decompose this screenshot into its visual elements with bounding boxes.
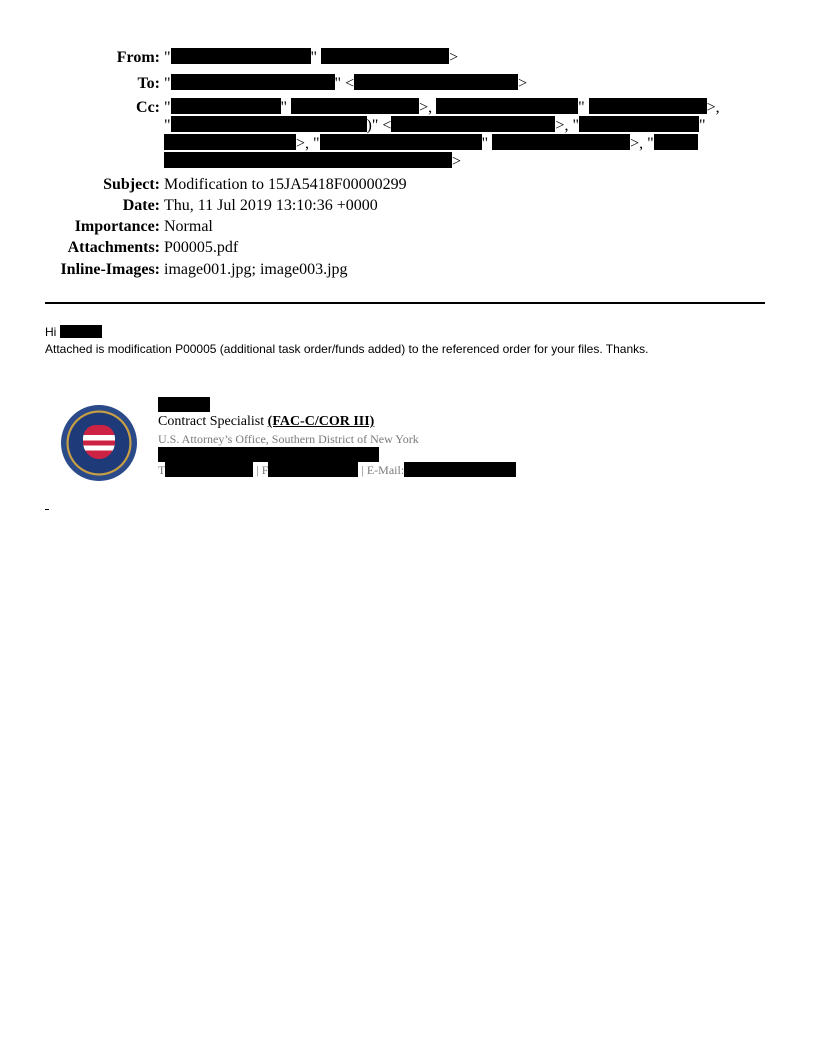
- cc-row-4: [0, 152, 816, 172]
- date-row: [0, 196, 816, 216]
- date-label: Date:: [122, 197, 160, 214]
- signature-title: Contract Specialist (FAC-C/COR III): [158, 414, 375, 429]
- redaction-box: [354, 74, 518, 90]
- importance-value: Normal: [164, 218, 213, 235]
- redaction-box: [579, 116, 699, 132]
- date-value: Thu, 11 Jul 2019 13:10:36 +0000: [164, 197, 378, 214]
- cc-row-2: [0, 116, 816, 136]
- greeting-line: [45, 324, 102, 340]
- inline-images-label: Inline-Images:: [60, 261, 160, 278]
- from-value: " " >: [164, 49, 459, 66]
- certification-link[interactable]: (FAC-C/COR III): [267, 414, 375, 429]
- inline-images-row: [0, 260, 816, 280]
- cc-value-line-3: >, " " >, ": [164, 134, 698, 154]
- doj-seal-image: [61, 405, 137, 481]
- importance-row: [0, 217, 816, 237]
- redaction-box: [436, 98, 578, 114]
- redaction-box: [589, 98, 707, 114]
- cc-row-3: [0, 134, 816, 154]
- redaction-box: [492, 134, 630, 150]
- redaction-box: [158, 447, 379, 462]
- to-label: To:: [137, 75, 160, 92]
- header-divider: [45, 302, 765, 304]
- message-body: Attached is modification P00005 (additional task order/funds added) to the referenced order for your files. Thanks.: [45, 342, 649, 356]
- redaction-box: [164, 134, 296, 150]
- redaction-box: [654, 134, 698, 150]
- signature-contact: T | F | E-Mail:: [158, 462, 516, 478]
- redaction-box: [171, 74, 335, 90]
- cc-row: [0, 98, 816, 118]
- subject-value: Modification to 15JA5418F00000299: [164, 176, 407, 193]
- cc-label: Cc:: [136, 99, 160, 116]
- underscore-mark: [45, 509, 49, 510]
- redaction-box: [158, 397, 210, 412]
- from-row: [0, 48, 816, 68]
- redaction-box: [171, 48, 311, 64]
- redaction-box: [320, 134, 482, 150]
- redaction-box: [268, 462, 358, 477]
- subject-label: Subject:: [103, 176, 160, 193]
- attachments-label: Attachments:: [67, 239, 160, 256]
- importance-label: Importance:: [74, 218, 160, 235]
- redaction-box: [171, 98, 281, 114]
- inline-images-value: image001.jpg; image003.jpg: [164, 261, 348, 278]
- redaction-box: [60, 325, 102, 338]
- subject-row: [0, 175, 816, 195]
- redaction-box: [321, 48, 449, 64]
- redaction-box: [165, 462, 253, 477]
- signature-office: U.S. Attorney’s Office, Southern District of New York: [158, 432, 419, 446]
- to-row: [0, 74, 816, 94]
- redaction-box: [391, 116, 555, 132]
- from-label: From:: [116, 49, 160, 66]
- to-value: " " < >: [164, 75, 528, 92]
- cc-value-line-2: " )" < >, " ": [164, 117, 706, 134]
- greeting: Hi: [45, 325, 57, 339]
- redaction-box: [404, 462, 516, 477]
- cc-value-line-1: " " >, " >,: [164, 99, 720, 116]
- attachment-link[interactable]: P00005.pdf: [164, 239, 239, 256]
- cc-value-line-4: >: [164, 152, 461, 172]
- redaction-box: [164, 152, 452, 168]
- eagle-shield-icon: [83, 425, 115, 459]
- attachments-row: [0, 238, 816, 258]
- redaction-box: [171, 116, 367, 132]
- redaction-box: [291, 98, 419, 114]
